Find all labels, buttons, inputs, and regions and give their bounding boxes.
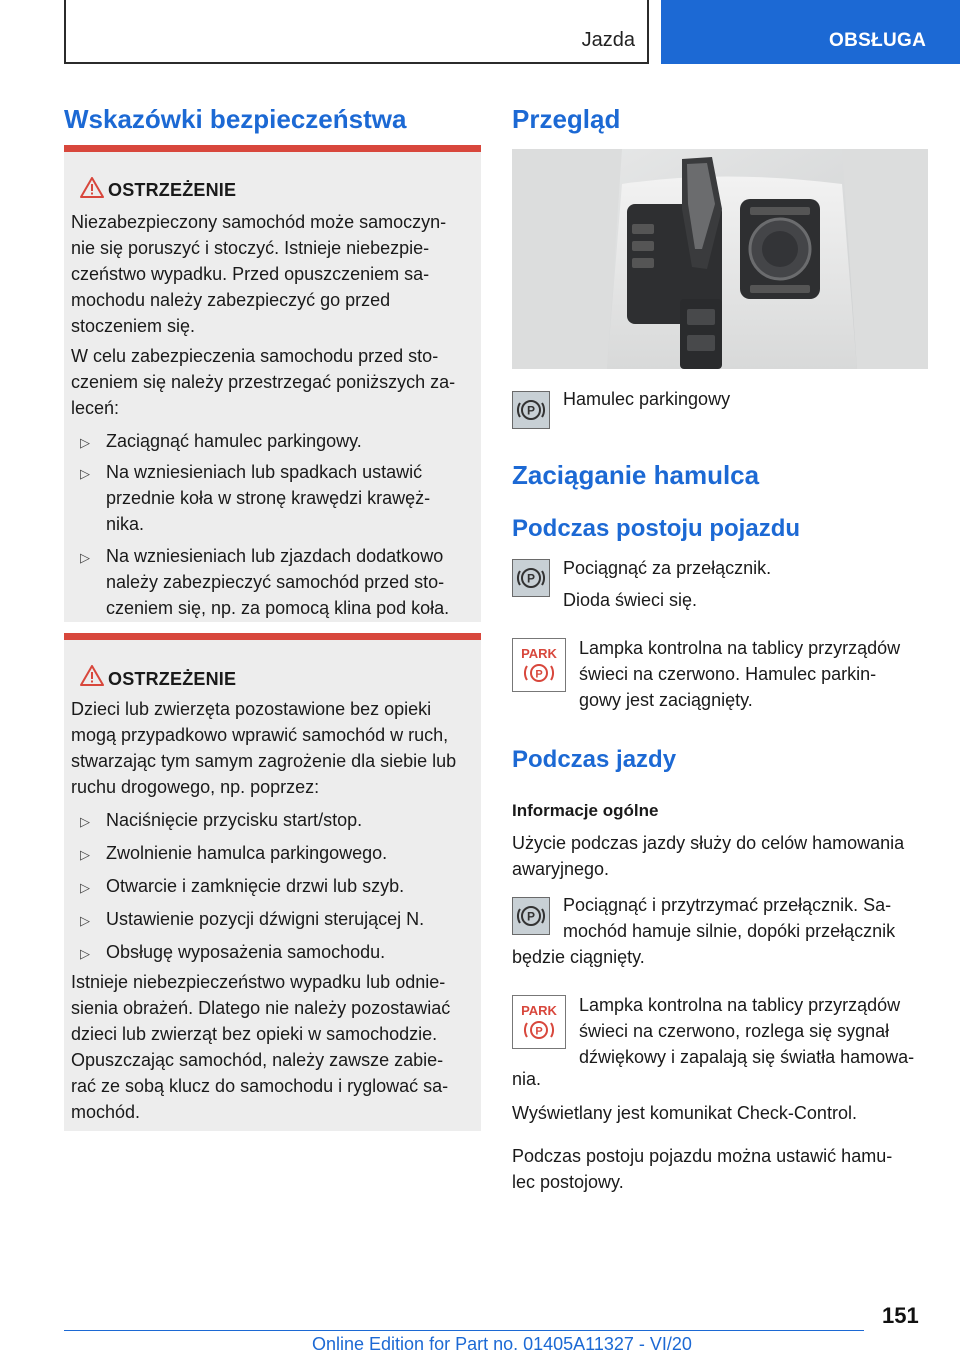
list-item: Zwolnienie hamulca parkingowego.	[106, 843, 388, 863]
bullet-triangle-icon: ▷	[80, 466, 90, 481]
list-item: Na wzniesieniach lub spadkach ustawić przednie koła w stronę krawędzi krawęż- nika.	[106, 462, 431, 534]
general-info-heading: Informacje ogólne	[512, 801, 659, 820]
warning-title: OSTRZEŻENIE	[108, 669, 237, 689]
park-lamp-driving-text: Lampka kontrolna na tablicy przyrządów świeci na czerwono, rozlega się sygnał dźwiękowy i zapalają się światła hamowa-	[579, 995, 915, 1067]
warning-text: Niezabezpieczony samochód może samoczyn- nie się poruszyć i stoczyć. Istnieje niebezpie- czeństwo wypadku. Przed opuszczeniem sa- mochodu należy zabezpieczyć go przed stoczeniem się.	[71, 212, 447, 336]
list-item: Otwarcie i zamknięcie drzwi lub szyb.	[106, 876, 405, 896]
park-label: PARK	[521, 646, 557, 661]
svg-text:P: P	[526, 571, 536, 586]
check-control-text: Wyświetlany jest komunikat Check-Control.	[512, 1103, 857, 1123]
svg-text:P: P	[535, 1025, 543, 1038]
list-item: Zaciągnąć hamulec parkingowy.	[106, 431, 362, 451]
driving-heading: Podczas jazdy	[512, 746, 677, 773]
warning-text: W celu zabezpieczenia samochodu przed sto- czeniem się należy przestrzegać poniższych za- leceń:	[71, 346, 456, 418]
header-section-box	[64, 0, 649, 64]
chapter-tab[interactable]	[661, 0, 960, 64]
overview-caption: Hamulec parkingowy	[563, 389, 731, 409]
section-title: Jazda	[581, 29, 635, 51]
svg-text:P: P	[535, 668, 543, 681]
footer-divider	[64, 1330, 864, 1331]
overview-heading: Przegląd	[512, 104, 621, 134]
warning-title: OSTRZEŻENIE	[108, 180, 237, 200]
list-item: Naciśnięcie przycisku start/stop.	[106, 810, 363, 830]
park-warning-icon	[512, 638, 566, 692]
chapter-title: OBSŁUGA	[829, 30, 927, 51]
warning-triangle-icon	[80, 177, 104, 198]
pull-instruction-cont: będzie ciągnięty.	[512, 947, 645, 967]
warning-text: Dzieci lub zwierzęta pozostawione bez opieki mogą przypadkowo wprawić samochód w ruch, stwarzając tym samym zagrożenie dla siebie lub ruchu drogowego, np. poprzez:	[71, 699, 457, 797]
list-item: Obsługę wyposażenia samochodu.	[106, 942, 386, 962]
standing-instruction: Pociągnąć za przełącznik.	[563, 558, 772, 578]
standing-heading: Podczas postoju pojazdu	[512, 515, 801, 542]
svg-text:P: P	[526, 403, 536, 418]
standing-led-text: Dioda świeci się.	[563, 590, 698, 610]
list-item: Ustawienie pozycji dźwigni sterującej N.	[106, 909, 425, 929]
general-info-text: Użycie podczas jazdy służy do celów hamowania awaryjnego.	[512, 833, 905, 879]
apply-brake-heading: Zaciąganie hamulca	[512, 460, 760, 490]
bullet-triangle-icon: ▷	[80, 880, 90, 895]
edition-footer: Online Edition for Part no. 01405A11327 - VI/20	[312, 1334, 692, 1354]
parking-brake-icon	[512, 391, 550, 429]
bullet-triangle-icon: ▷	[80, 847, 90, 862]
svg-text:P: P	[526, 909, 536, 924]
parking-hold-text: Podczas postoju pojazdu można ustawić hamu- lec postojowy.	[512, 1146, 893, 1192]
pull-instruction: Pociągnąć i przytrzymać przełącznik. Sa- mochód hamuje silnie, dopóki przełącznik	[563, 895, 896, 941]
park-warning-icon	[512, 995, 566, 1049]
parking-brake-icon	[512, 559, 550, 597]
bullet-triangle-icon: ▷	[80, 913, 90, 928]
page-number: 151	[882, 1303, 919, 1328]
parking-brake-icon	[512, 897, 550, 935]
park-label: PARK	[521, 1003, 557, 1018]
bullet-triangle-icon: ▷	[80, 435, 90, 450]
park-lamp-driving-cont: nia.	[512, 1069, 542, 1089]
warning-triangle-icon	[80, 665, 104, 686]
list-item: Na wzniesieniach lub zjazdach dodatkowo należy zabezpieczyć samochód przed sto- czeniem się, np. za pomocą klina pod koła.	[106, 546, 450, 618]
warning-box-children	[64, 633, 481, 1131]
park-lamp-text: Lampka kontrolna na tablicy przyrządów świeci na czerwono. Hamulec parkin- gowy jest zaciągnięty.	[579, 638, 901, 710]
warning-text: Istnieje niebezpieczeństwo wypadku lub odnie- sienia obrażeń. Dlatego nie należy pozostawiać dzieci lub zwierząt bez opieki w samochodzie. Opuszczając samochód, należy zawsze zabie- rać ze sobą klucz do samochodu i ryglować sa- mochód.	[71, 972, 451, 1122]
bullet-triangle-icon: ▷	[80, 814, 90, 829]
bullet-triangle-icon: ▷	[80, 550, 90, 565]
warning-box-rolling	[64, 145, 481, 622]
bullet-triangle-icon: ▷	[80, 946, 90, 961]
safety-heading: Wskazówki bezpieczeństwa	[64, 104, 407, 134]
center-console-photo	[512, 149, 928, 369]
